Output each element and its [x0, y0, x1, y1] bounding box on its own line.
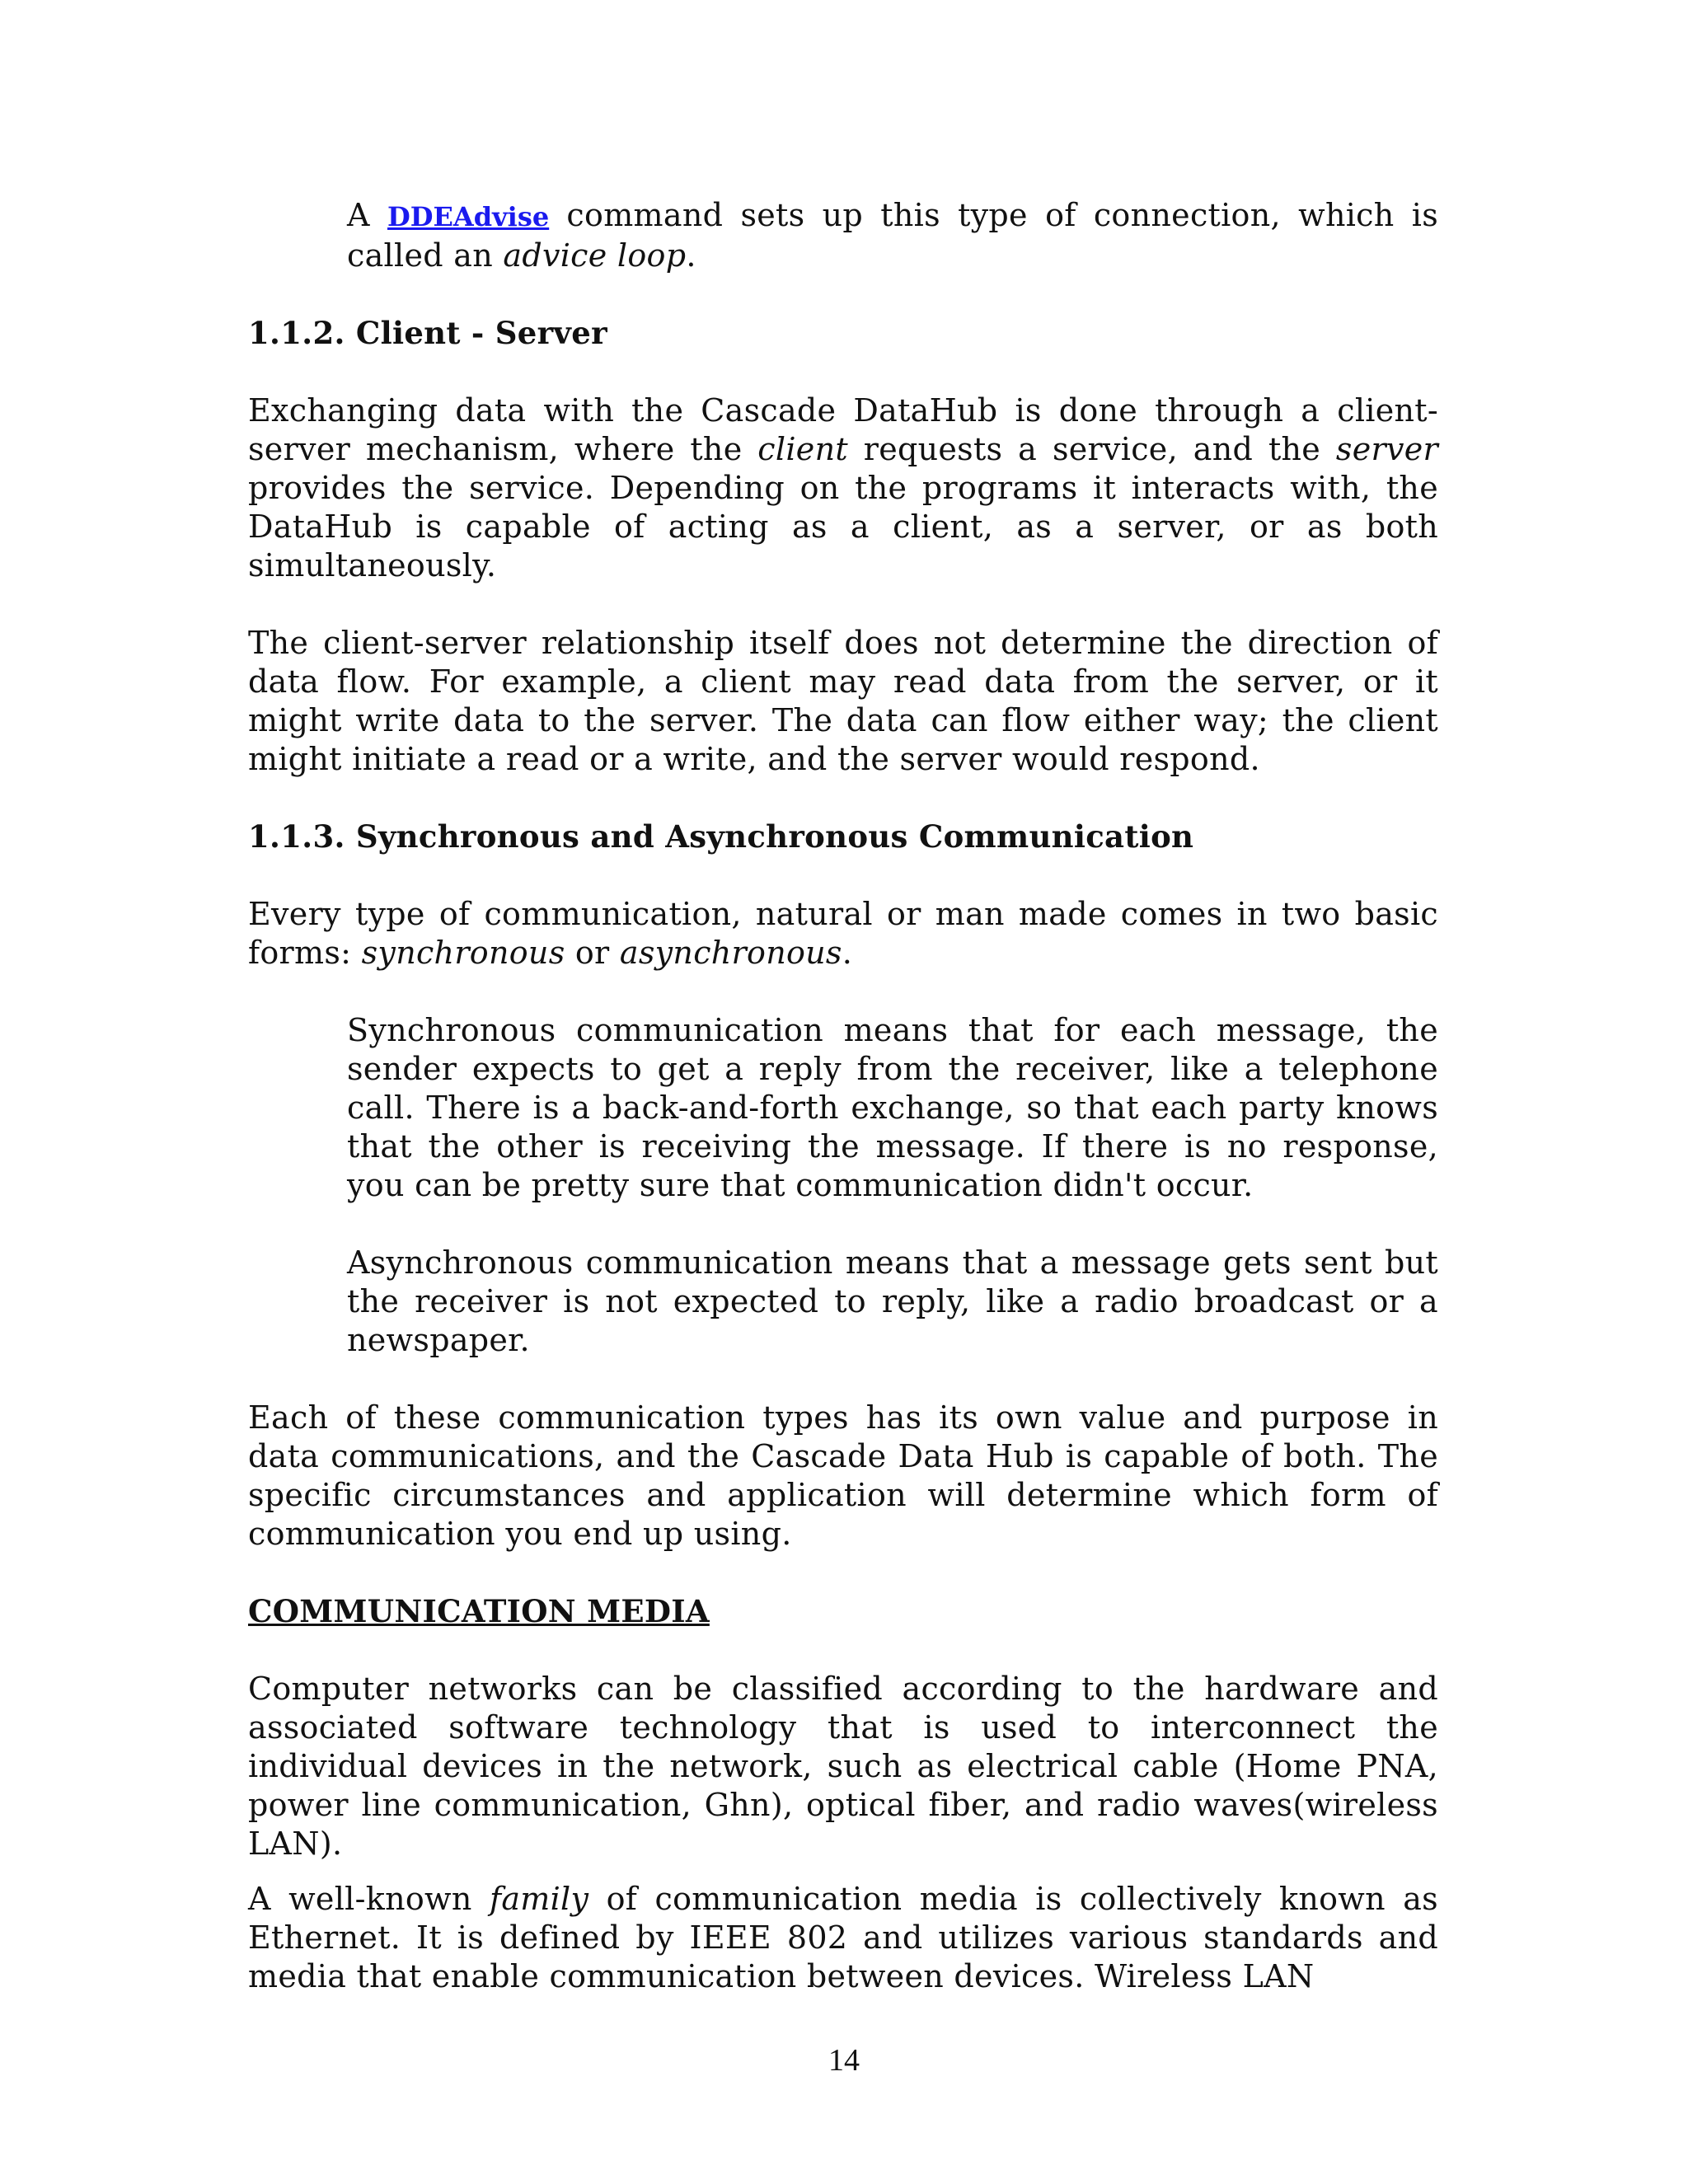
paragraph-data-flow: The client-server relationship itself does not determine the direction of data flow. For example, a client may read data from the server, or it might write data to the server. The data can flow either way; the client might initiate a read or a write, and the server would respond.	[248, 625, 1438, 777]
paragraph-two-forms: Every type of communication, natural or man made comes in two basic forms: synchronous or asynchronous.	[248, 896, 1438, 971]
ddeadvise-link[interactable]: DDEAdvise	[387, 201, 550, 232]
heading-client-server: 1.1.2. Client - Server	[248, 315, 607, 351]
page-number: 14	[828, 2043, 860, 2078]
paragraph-asynchronous: Asynchronous communication means that a message gets sent but the receiver is not expected to reply, like a radio broadcast or a newspaper.	[347, 1244, 1438, 1358]
paragraph-advice-loop: A DDEAdvise command sets up this type of connection, which is called an advice loop.	[347, 197, 1439, 274]
paragraph-client-server-mechanism: Exchanging data with the Cascade DataHub is done through a client-server mechanism, where the client requests a service, and the server provides the service. Depending on the programs it interacts with, the DataHub is capable of acting as a client, as a server, or as both simultaneously.	[248, 392, 1438, 583]
page-content	[248, 196, 1438, 1996]
heading-communication-media: COMMUNICATION MEDIA	[248, 1593, 710, 1629]
paragraph-networks-classified: Computer networks can be classified according to the hardware and associated software technology that is used to interconnect the individual devices in the network, such as electrical cable (Home PNA, power line communication, Ghn), optical fiber, and radio waves(wireless LAN).	[248, 1671, 1438, 1862]
paragraph-ethernet: A well-known family of communication media is collectively known as Ethernet. It is defined by IEEE 802 and utilizes various standards and media that enable communication between devices. Wireless LAN	[248, 1881, 1438, 1994]
paragraph-communication-types: Each of these communication types has its own value and purpose in data communications, and the Cascade Data Hub is capable of both. The specific circumstances and application will determine which form of communication you end up using.	[248, 1399, 1438, 1552]
heading-sync-async: 1.1.3. Synchronous and Asynchronous Communication	[248, 818, 1194, 855]
paragraph-synchronous: Synchronous communication means that for each message, the sender expects to get a reply from the receiver, like a telephone call. There is a back-and-forth exchange, so that each party knows that the other is receiving the message. If there is no response, you can be pretty sure that communication didn't occur.	[347, 1012, 1438, 1203]
